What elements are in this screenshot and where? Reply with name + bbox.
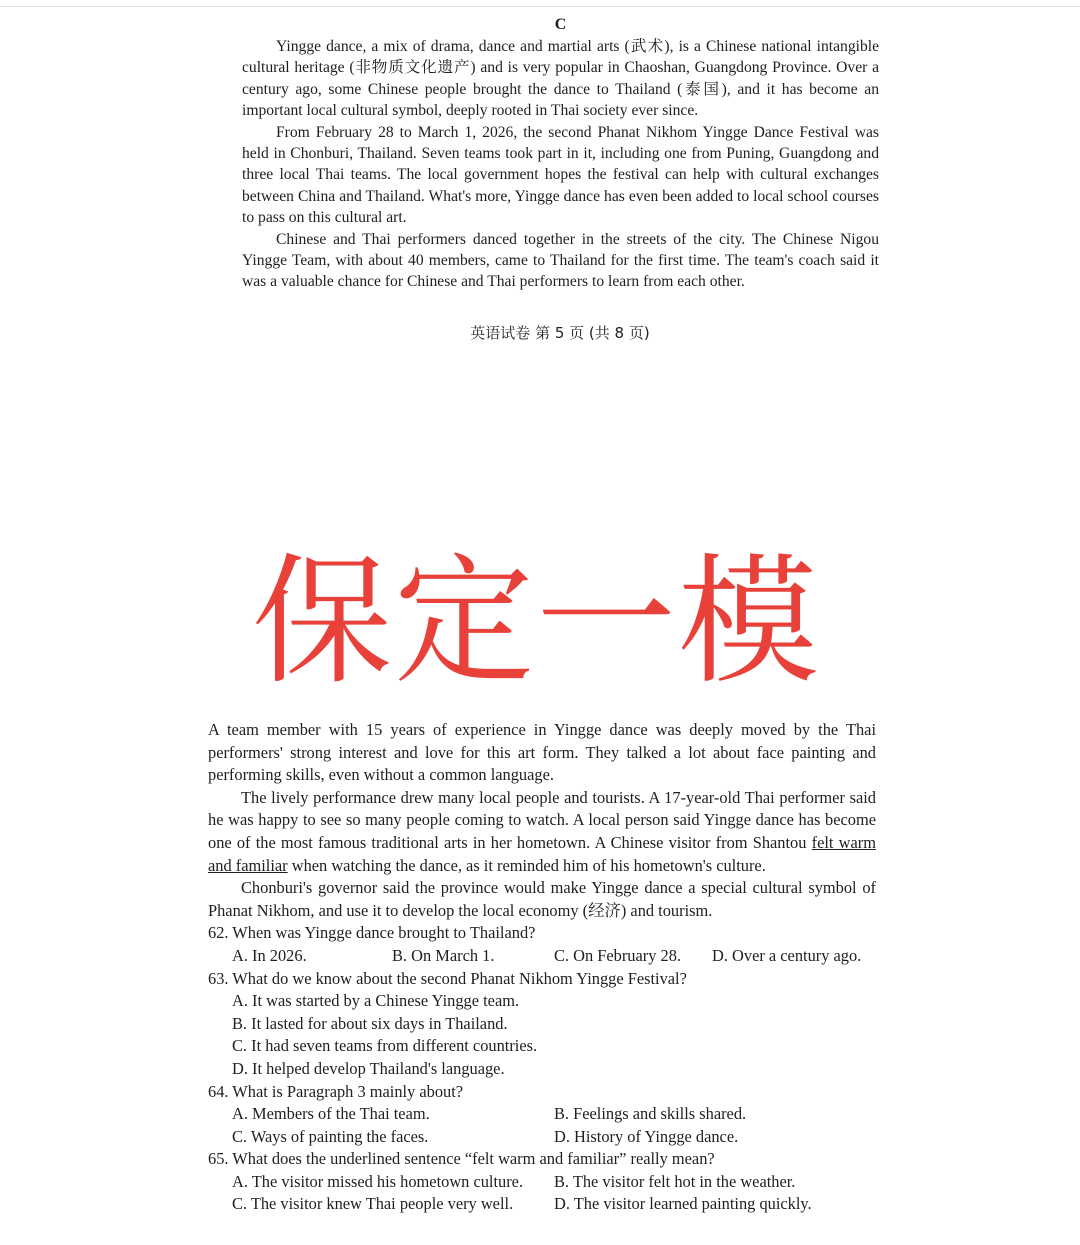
watermark-overlay-text: 保定一模 bbox=[252, 541, 821, 704]
question-options bbox=[208, 1126, 876, 1149]
answer-option: D. Over a century ago. bbox=[712, 945, 862, 965]
answer-option: A. The visitor missed his hometown culture. bbox=[232, 1171, 524, 1191]
exam-page-5 bbox=[242, 14, 879, 293]
answer-option: B. Feelings and skills shared. bbox=[554, 1104, 747, 1124]
question-options bbox=[208, 945, 876, 968]
answer-option: D. History of Yingge dance. bbox=[554, 1126, 739, 1146]
answer-option: C. On February 28. bbox=[554, 945, 682, 965]
answer-option: C. It had seven teams from different countries. bbox=[232, 1036, 538, 1056]
answer-option: A. It was started by a Chinese Yingge team. bbox=[232, 991, 520, 1011]
question-stem: 63. What do we know about the second Phanat Nikhom Yingge Festival? bbox=[208, 968, 687, 988]
answer-option: A. In 2026. bbox=[232, 945, 307, 965]
passage-paragraph: Chonburi's governor said the province would make Yingge dance a special cultural symbol of Phanat Nikhom, and use it to develop the local economy (经济) and tourism. bbox=[208, 878, 876, 920]
top-divider bbox=[0, 6, 1080, 7]
answer-option: D. It helped develop Thailand's language. bbox=[232, 1058, 505, 1078]
paragraph-text: when watching the dance, as it reminded him of his hometown's culture. bbox=[287, 855, 766, 875]
question-options bbox=[208, 1193, 876, 1216]
passage-paragraph: Yingge dance, a mix of drama, dance and martial arts (武术), is a Chinese national intangible cultural heritage (非物质文化遗产) and is very popular in Chaoshan, Guangdong Province. Over a century ago, some Chinese people brought the dance to Thailand (泰国), and it has become an important local cultural symbol, deeply rooted in Thai society ever since. bbox=[242, 38, 879, 120]
passage-paragraph: A team member with 15 years of experience in Yingge dance was deeply moved by the Thai performers' strong interest and love for this art form. They talked a lot about face painting and performing skills, even without a common language. bbox=[208, 720, 876, 785]
answer-option: B. On March 1. bbox=[392, 945, 495, 965]
section-heading: C bbox=[554, 16, 567, 33]
paragraph-text: The lively performance drew many local people and tourists. A 17-year-old Thai performer said he was happy to see so many people coming to watch. A local person said Yingge dance has become one of the most famous traditional arts in her hometown. A Chinese visitor from Shantou bbox=[208, 787, 876, 852]
question-stem: 62. When was Yingge dance brought to Thailand? bbox=[208, 923, 536, 943]
passage-paragraph: Chinese and Thai performers danced together in the streets of the city. The Chinese Nigou Yingge Team, with about 40 members, came to Thailand for the first time. The team's coach said it was a valuable chance for Chinese and Thai performers to learn from each other. bbox=[242, 230, 879, 291]
passage-paragraph bbox=[208, 787, 876, 877]
answer-option: C. The visitor knew Thai people very well. bbox=[232, 1194, 514, 1214]
passage-paragraph: From February 28 to March 1, 2026, the second Phanat Nikhom Yingge Dance Festival was held in Chonburi, Thailand. Seven teams took part in it, including one from Puning, Guangdong and three local Thai teams. The local government hopes the festival can help with cultural exchanges between China and Thailand. What's more, Yingge dance has even been added to local school courses to pass on this cultural art. bbox=[242, 123, 879, 227]
underlined-sentence: felt warm and familiar bbox=[208, 832, 876, 875]
question-options bbox=[208, 1103, 876, 1126]
answer-option: D. The visitor learned painting quickly. bbox=[554, 1194, 812, 1214]
question-options bbox=[208, 1171, 876, 1194]
question-stem: 64. What is Paragraph 3 mainly about? bbox=[208, 1081, 464, 1101]
question-stem: 65. What does the underlined sentence “felt warm and familiar” really mean? bbox=[208, 1149, 715, 1169]
answer-option: C. Ways of painting the faces. bbox=[232, 1126, 429, 1146]
page-footer: 英语试卷 第 5 页 (共 8 页) bbox=[470, 324, 650, 342]
exam-page-6 bbox=[208, 719, 876, 1216]
answer-option: A. Members of the Thai team. bbox=[232, 1104, 430, 1124]
answer-option: B. It lasted for about six days in Thailand. bbox=[232, 1013, 508, 1033]
answer-option: B. The visitor felt hot in the weather. bbox=[554, 1171, 796, 1191]
